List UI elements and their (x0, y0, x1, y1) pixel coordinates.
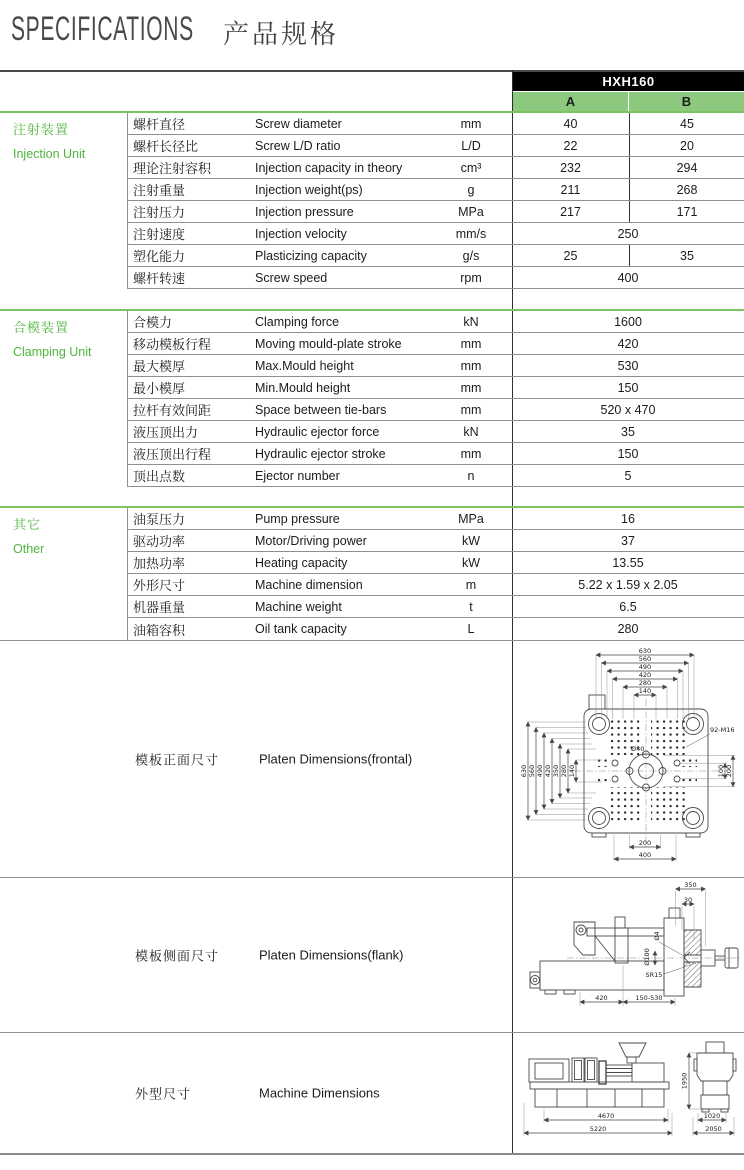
dim-label: 560 (638, 655, 652, 663)
spec-name-zh: 合模力 (133, 315, 173, 330)
spec-value-a: 232 (560, 160, 581, 175)
model-header: HXH160 (513, 72, 744, 91)
dim-label: 140 (568, 764, 576, 778)
platen-flank-diagram (512, 878, 744, 1032)
spec-value: 1600 (614, 314, 642, 329)
spec-unit: MPa (458, 511, 484, 526)
spec-name-zh: 最大模厚 (133, 359, 186, 374)
spec-name-en: Injection velocity (255, 226, 347, 241)
section-clamping-unit (0, 311, 744, 487)
dim-label: 280 (560, 764, 568, 778)
spec-name-zh: 拉杆有效间距 (133, 403, 212, 418)
spec-row (127, 618, 744, 640)
dim-label: 1020 (703, 1112, 721, 1120)
spec-name-zh: 最小模厚 (133, 381, 186, 396)
spec-row (127, 399, 744, 421)
table-bottom-rule (0, 1153, 744, 1155)
spec-unit: mm (460, 380, 482, 395)
section-rows (127, 311, 744, 487)
spec-unit: g (467, 182, 475, 197)
spec-row (127, 465, 744, 487)
spec-row (127, 135, 744, 157)
dim-label: 420 (544, 764, 552, 778)
spec-name-zh: 理论注射容积 (133, 161, 212, 176)
column-b-header: B (628, 92, 744, 111)
spec-row (127, 530, 744, 552)
spec-name-en: Heating capacity (255, 555, 348, 570)
page-header (11, 10, 340, 49)
spec-value: 35 (621, 424, 635, 439)
spec-name-zh: 注射重量 (133, 183, 186, 198)
variant-header-row (513, 92, 744, 111)
spec-name-en: Plasticizing capacity (255, 248, 367, 263)
machine-end-view (694, 1042, 736, 1112)
dim-label: 420 (638, 671, 652, 679)
spec-value: 150 (617, 446, 639, 461)
spec-row (127, 223, 744, 245)
dim-label: 2050 (705, 1125, 722, 1133)
spec-name-en: Screw L/D ratio (255, 138, 341, 153)
spec-value-b: 35 (629, 245, 744, 266)
spec-name-en: Max.Mould height (255, 358, 354, 373)
nozzle-radius-label: SR15 (645, 971, 663, 979)
spec-unit: n (467, 468, 475, 483)
dim-label: 280 (638, 679, 652, 687)
spec-unit: rpm (460, 270, 482, 285)
spec-unit: cm³ (460, 160, 482, 175)
page-title: SPECIFICATIONS (11, 10, 194, 48)
spec-value: 250 (617, 226, 639, 241)
spec-value: 37 (621, 533, 635, 548)
platen-frontal-drawing (512, 641, 744, 877)
dim-label: 30 (683, 896, 693, 904)
bolt-spec-label: 92-M16 (710, 726, 735, 734)
spec-row (127, 245, 744, 267)
spec-value: 520 x 470 (600, 402, 656, 417)
dim-label: 200 (638, 839, 652, 847)
spec-value: 280 (617, 622, 639, 636)
spec-unit: mm (460, 336, 482, 351)
spec-name-en: Hydraulic ejector force (255, 424, 380, 439)
spec-name-en: Machine weight (255, 599, 342, 614)
dim-label: 420 (595, 994, 608, 1002)
spec-value: 5 (624, 468, 632, 483)
dim-label: 350 (552, 764, 560, 778)
dim-label: 200 (725, 764, 733, 778)
diagram-label-en: Machine Dimensions (259, 1085, 380, 1101)
diagram-label-zh: 模板侧面尺寸 (135, 948, 220, 964)
spec-unit: kN (463, 314, 479, 329)
spec-row (127, 596, 744, 618)
spec-name-zh: 油箱容积 (133, 622, 186, 638)
spec-name-en: Motor/Driving power (255, 533, 367, 548)
spec-row (127, 157, 744, 179)
spec-name-en: Hydraulic ejector stroke (255, 446, 386, 461)
spec-name-zh: 注射压力 (133, 205, 186, 220)
platen-frontal-diagram (512, 641, 744, 877)
machine-side-outline (530, 908, 738, 996)
dimension-labels (595, 881, 696, 1002)
section-rows (127, 508, 744, 640)
spec-name-en: Clamping force (255, 314, 340, 329)
section-name-en: Clamping Unit (13, 345, 92, 359)
spec-name-en: Ejector number (255, 468, 340, 483)
spec-name-zh: 螺杆直径 (133, 117, 186, 132)
spec-name-en: Injection capacity in theory (255, 160, 403, 175)
spec-name-zh: 外形尺寸 (133, 578, 186, 593)
spec-name-en: Moving mould-plate stroke (255, 336, 402, 351)
spec-value-a: 217 (560, 204, 581, 219)
spec-value-b: 20 (629, 135, 744, 156)
section-name-zh: 注射装置 (13, 122, 70, 137)
locating-ring-label: Ø40 (631, 745, 645, 753)
spec-unit: mm/s (455, 226, 487, 241)
spec-row (127, 508, 744, 530)
machine-side-view (529, 1043, 669, 1107)
spec-value-b: 294 (629, 157, 744, 178)
spec-unit: m (465, 577, 477, 592)
spec-unit: kW (461, 555, 481, 570)
section-injection-unit (0, 113, 744, 289)
spec-row (127, 552, 744, 574)
dim-label: 630 (520, 764, 528, 778)
nozzle-orifice-label: Ø4 (653, 931, 661, 941)
platen-flank-drawing (512, 878, 744, 1032)
spec-name-zh: 液压顶出力 (133, 425, 199, 440)
spec-row (127, 267, 744, 289)
column-a-header: A (513, 92, 628, 111)
spec-unit: mm (460, 446, 482, 461)
spec-name-zh: 移动模板行程 (133, 337, 212, 352)
spec-name-en: Machine dimension (255, 577, 363, 592)
spec-name-zh: 机器重量 (133, 600, 186, 615)
spec-row (127, 201, 744, 223)
spec-name-en: Min.Mould height (255, 380, 351, 395)
spec-name-zh: 驱动功率 (133, 534, 186, 549)
centerlines (574, 699, 718, 847)
section-name-en: Other (13, 542, 45, 556)
spec-unit: L/D (461, 138, 481, 153)
spec-name-en: Screw diameter (255, 116, 342, 131)
spec-value: 5.22 x 1.59 x 2.05 (578, 577, 678, 592)
spec-name-en: Injection pressure (255, 204, 354, 219)
section-name-zh: 合模装置 (13, 320, 70, 335)
spec-name-zh: 液压顶出行程 (133, 447, 212, 462)
dim-label: 400 (638, 851, 652, 859)
dim-label: 5220 (589, 1125, 607, 1133)
dim-label: 4670 (597, 1112, 615, 1120)
dim-label: 100 (717, 764, 725, 778)
spec-value: 420 (617, 336, 639, 351)
spec-value-a: 40 (563, 116, 578, 131)
spec-unit: mm (460, 358, 482, 373)
spec-row (127, 113, 744, 135)
dim-label: 490 (638, 663, 652, 671)
section-name-en: Injection Unit (13, 147, 86, 161)
diagram-label-en: Platen Dimensions(flank) (259, 947, 404, 963)
section-other (0, 508, 744, 640)
spec-row (127, 574, 744, 596)
section-name-zh: 其它 (13, 517, 42, 532)
spec-name-zh: 加热功率 (133, 556, 186, 571)
diagram-row-machine-dimensions (0, 1033, 744, 1153)
dimension-lines (528, 655, 733, 859)
spec-value: 13.55 (612, 555, 644, 570)
spec-value: 150 (617, 380, 639, 395)
diagram-label-en: Platen Dimensions(frontal) (259, 751, 413, 767)
section-label (13, 514, 44, 556)
spec-value-a: 22 (563, 138, 578, 153)
spec-unit: t (469, 599, 473, 614)
diagram-label-zh: 外型尺寸 (135, 1086, 192, 1102)
dim-label: 150-530 (635, 994, 663, 1002)
machine-height-label: 1950 (680, 1072, 689, 1090)
section-label (13, 317, 92, 359)
spec-name-zh: 塑化能力 (133, 249, 186, 264)
spec-name-en: Space between tie-bars (255, 402, 387, 417)
spec-row (127, 355, 744, 377)
spec-value: 530 (617, 358, 639, 373)
machine-dimensions-drawing (512, 1033, 744, 1153)
diagram-label-zh: 模板正面尺寸 (135, 752, 220, 768)
spec-name-zh: 螺杆长径比 (133, 139, 199, 154)
diagram-row-platen-frontal (0, 641, 744, 877)
dim-label: 560 (528, 764, 536, 778)
spec-name-zh: 油泵压力 (133, 512, 186, 527)
section-label (13, 119, 85, 161)
spec-value-b: 268 (629, 179, 744, 200)
machine-dimensions-diagram (512, 1033, 744, 1153)
spec-row (127, 311, 744, 333)
spec-row (127, 179, 744, 201)
spec-name-en: Pump pressure (255, 511, 340, 526)
spec-value-b: 45 (629, 113, 744, 134)
spec-value: 16 (621, 511, 635, 526)
locating-hole-label: Ø100 (643, 948, 651, 966)
spec-unit: MPa (458, 204, 484, 219)
spec-row (127, 333, 744, 355)
dim-label: 350 (684, 881, 697, 889)
spec-unit: L (467, 622, 475, 636)
spec-row (127, 443, 744, 465)
page-title-zh: 产品规格 (223, 19, 340, 49)
dim-label: 490 (536, 764, 544, 778)
extension-lines (528, 655, 735, 861)
spec-unit: kW (461, 533, 481, 548)
dim-label: 630 (638, 647, 652, 655)
spec-unit: kN (463, 424, 479, 439)
spec-name-zh: 注射速度 (133, 227, 186, 242)
spec-name-zh: 顶出点数 (133, 469, 186, 484)
spec-name-zh: 螺杆转速 (133, 271, 186, 286)
section-rows (127, 113, 744, 289)
spec-row (127, 377, 744, 399)
spec-row (127, 421, 744, 443)
spec-name-en: Injection weight(ps) (255, 182, 363, 197)
spec-unit: mm (460, 116, 482, 131)
diagram-row-platen-flank (0, 878, 744, 1032)
dim-label: 140 (638, 687, 652, 695)
spec-value: 6.5 (619, 599, 637, 614)
spec-value-b: 171 (629, 201, 744, 222)
spec-name-en: Screw speed (255, 270, 328, 285)
spec-value: 400 (617, 270, 639, 285)
spec-unit: mm (460, 402, 482, 417)
spec-name-en: Oil tank capacity (255, 622, 347, 636)
spec-value-a: 25 (563, 248, 578, 263)
spec-value-a: 211 (560, 182, 581, 197)
spec-unit: g/s (462, 248, 480, 263)
